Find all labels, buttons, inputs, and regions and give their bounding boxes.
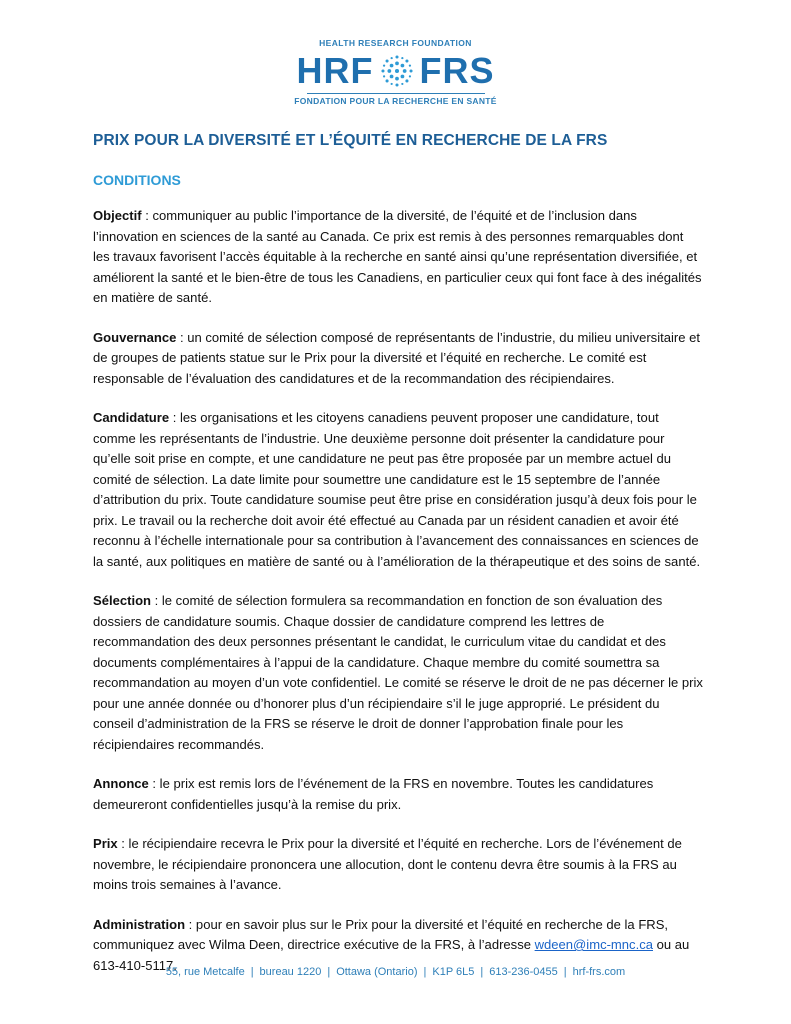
footer-suite: bureau 1220 [259,966,322,978]
footer-contact-bar [0,966,791,978]
paragraph-text: : un comité de sélection composé de représentants de l’industrie, du milieu universitaire et de groupes de patients statue sur le Prix pour la diversité et l’équité en recherche. Le comité est responsable de l’évaluation des candidatures et de la recommandation des récipiendaires. [93,329,700,386]
paragraph-text: : pour en savoir plus sur le Prix pour la diversité et l’équité en recherche de la FRS, communiquez avec Wilma Deen, directrice exécutive de la FRS, à l’adresse [93,916,669,952]
footer-address: 55, rue Metcalfe [165,966,245,978]
logo-right-word: FRS [419,50,495,91]
logo-bottom-text: FONDATION POUR LA RECHERCHE EN SANTÉ [294,96,497,106]
paragraph-label: Gouvernance [93,329,177,345]
paragraph-label: Prix [93,836,118,851]
paragraph-gouvernance [93,328,703,390]
paragraph-text: : le prix est remis lors de l’événement de la FRS en novembre. Toutes les candidatures demeureront confidentielles jusqu’à la remise du prix. [93,776,654,812]
paragraph-annonce [93,774,703,815]
paragraph-text: : les organisations et les citoyens canadiens peuvent proposer une candidature, tout comme les représentants de l’industrie. Une deuxième personne doit présenter la candidature pour qu’elle soit prise en compte, et une candidature ne peut pas être proposée par un membre actuel du comité de sélection. La date limite pour soumettre une candidature est le 15 septembre de l’année d’attribution du prix. Toute candidature soumise peut être prise en considération jusqu’à deux fois pour le prix. Le travail ou la recherche doit avoir été effectué au Canada par un résident canadien et avoir été reconnu à l’échelle internationale pour sa contribution à l’avancement des connaissances en sciences de la santé, aux politiques en matière de santé ou à l’amélioration de la thérapeutique et des soins de santé. [93,410,701,569]
paragraph-label: Annonce [93,776,149,791]
paragraph-label: Candidature [93,410,170,425]
paragraph-selection [93,591,703,755]
footer-separator: | [327,966,331,978]
section-heading-conditions: CONDITIONS [93,172,181,188]
star-burst-icon [380,54,414,88]
paragraph-text: : communiquer au public l’importance de la diversité, de l’équité et de l’inclusion dans l’innovation en sciences de la santé au Canada. Ce prix est remis à des personnes remarquables dont les travaux favorisent l’accès équitable à la recherche en santé ainsi qu’une représentation diversifiée, et améliorent la santé et le bien-être de tous les Canadiens, en particulier ceux qui font face à des inégalités en matière de santé. [93,208,702,305]
paragraph-candidature [93,408,703,572]
paragraph-objectif [93,206,703,309]
paragraph-text-end: ou au 613-410-5117. [93,937,690,973]
footer-separator: | [563,966,567,978]
paragraph-label: Sélection [93,593,152,608]
paragraph-text: : le comité de sélection formulera sa recommandation en fonction de son évaluation des dossiers de candidature soumis. Chaque dossier de candidature comprend les lettres de recommandation des deux personnes présentant le candidat, le curriculum vitae du candidat et des documents complémentaires à l’appui de la candidature. Chaque membre du comité soumettra sa recommandation au moyen d’un vote confidentiel. Le comité se réserve le droit de ne pas décerner le prix pour une année donnée ou d’honorer plus d’un récipiendaire s’il le juge approprié. Le président du conseil d’administration de la FRS se réserve le droit de donner l’approbation finale pour les récipiendaires recommandés. [93,593,703,752]
logo-divider [307,93,485,94]
footer-separator: | [250,966,254,978]
footer-separator: | [423,966,427,978]
footer-phone: 613-236-0455 [489,966,558,978]
footer-postal-code: K1P 6L5 [432,966,475,978]
email-link[interactable]: wdeen@imc-mnc.ca [534,937,653,952]
paragraph-prix [93,834,703,896]
logo [0,38,791,106]
footer-website[interactable]: hrf-frs.com [572,966,626,978]
logo-top-text: HEALTH RESEARCH FOUNDATION [319,38,472,48]
logo-wordmark [0,51,791,91]
paragraph-label: Administration [93,916,186,932]
paragraph-label: Objectif [93,208,142,223]
paragraph-text: : le récipiendaire recevra le Prix pour la diversité et l’équité en recherche. Lors de l’événement de novembre, le récipiendaire prononcera une allocution, dont le contenu devra être soumis à la FRS au moins trois semaines à l’avance. [93,836,682,892]
document-body [93,132,703,976]
footer-city: Ottawa (Ontario) [336,966,418,978]
logo-left-word: HRF [296,50,374,91]
footer-separator: | [480,966,484,978]
document-title: PRIX POUR LA DIVERSITÉ ET L’ÉQUITÉ EN RECHERCHE DE LA FRS [93,132,608,149]
